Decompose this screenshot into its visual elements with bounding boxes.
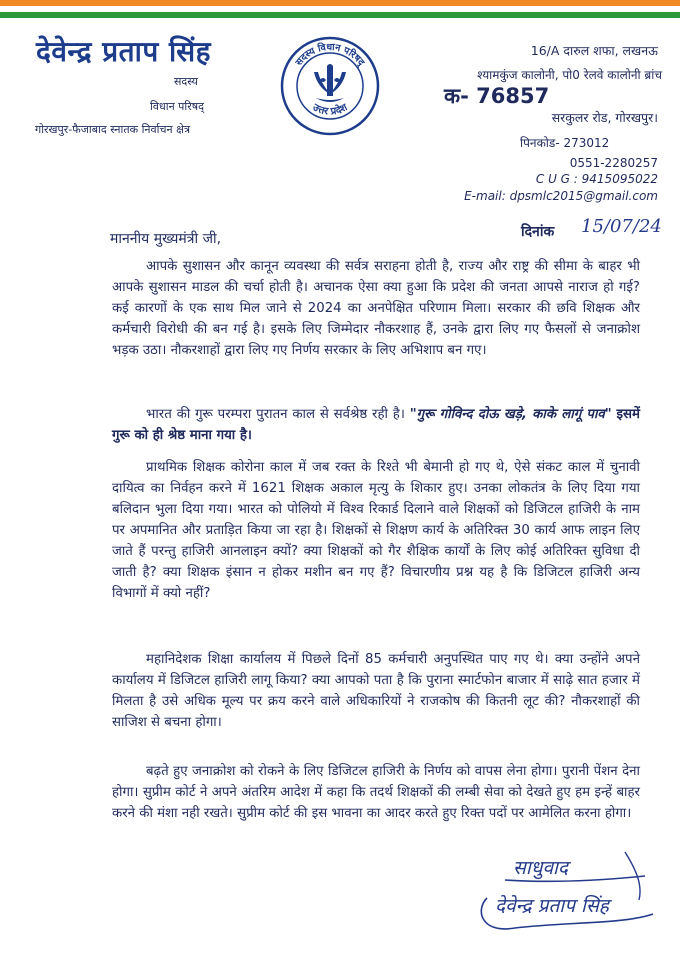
signature <box>475 840 665 940</box>
pincode: पिनकोड- 273012 <box>520 136 610 150</box>
paragraph-1 <box>112 256 640 361</box>
signature-line-2: देवेन्द्र प्रताप सिंह <box>495 895 609 917</box>
sender-constituency: गोरखपुर-फैजाबाद स्नातक निर्वाचन क्षेत्र <box>35 123 191 136</box>
email-address: E-mail: dpsmlc2015@gmail.com <box>464 189 658 203</box>
logo-top-text: सदस्य विधान परिषद् <box>293 41 367 68</box>
address-line-2: श्यामकुंज कालोनी, पो0 रेलवे कालोनी ब्रांच <box>477 68 662 82</box>
tricolor-header-band <box>0 0 680 22</box>
sender-name: देवेन्द्र प्रताप सिंह <box>36 35 212 68</box>
council-logo <box>280 36 380 136</box>
paragraph-5 <box>112 761 640 824</box>
sender-council: विधान परिषद् <box>150 100 204 113</box>
date-value: 15/07/24 <box>581 216 662 237</box>
paragraph-3-text: प्राथमिक शिक्षक कोरोना काल में जब रक्त के रिश्ते भी बेमानी हो गए थे, ऐसे संकट काल में चुनावी दायित्व का निर्वहन करने में 1621 शिक्षक अकाल मृत्यु के शिकार हुए। उनका लोकतंत्र के लिए दिया गया बलिदान भुला दिया गया। भारत को पोलियो में विश्व रिकार्ड दिलाने वाले शिक्षकों को डिजिटल हाजिरी के नाम पर अपमानित और प्रताड़ित किया जा रहा है। शिक्षकों से शिक्षण कार्य के अतिरिक्त 30 कार्य आफ लाइन लिए जाते हैं परन्तु हाजिरी आनलाइन क्यों? क्या शिक्षकों को गैर शैक्षिक कार्यों के लिए कोई अतिरिक्त सुविधा दी जाती है? क्या शिक्षक इंसान न होकर मशीन बन गए हैं? विचारणीय प्रश्न यह है कि डिजिटल हाजिरी अन्य विभागों में क्यो नहीं? <box>112 460 640 601</box>
paragraph-2-quote: "गुरू गोविन्द दोऊ खड़े, काके लागूं पाव" <box>409 407 612 422</box>
up-emblem-icon <box>314 64 346 102</box>
paragraph-4-text: महानिदेशक शिक्षा कार्यालय में पिछले दिनों 85 कर्मचारी अनुपस्थित पाए गए थे। क्या उन्होंने अपने कार्यालय में डिजिटल हाजिरी लागू किया? क्या आपको पता है कि पुराना स्मार्टफोन बाजार में साढ़े सात हजार में मिलता है उसे अधिक मूल्य पर क्रय करने वाले अधिकारियों ने राजकोष की कितनी लूट की? नौकरशाहों की साजिश से बचना होगा। <box>112 652 640 730</box>
address-line-3: क- 76857 <box>444 84 550 108</box>
phone-number: 0551-2280257 <box>569 156 658 170</box>
date-label: दिनांक <box>521 224 555 240</box>
address-line-1: 16/A दारुल शफा, लखनऊ <box>530 43 658 58</box>
logo-bottom-text: उत्तर प्रदेश <box>310 102 350 118</box>
green-stripe <box>0 12 680 18</box>
signature-line-1: साधुवाद <box>513 857 569 879</box>
cug-number: C U G : 9415095022 <box>535 172 658 186</box>
paragraph-2-end: इसमें गुरू को ही श्रेष्ठ माना गया है। <box>112 407 641 443</box>
paragraph-5-text: बढ़ते हुए जनाक्रोश को रोकने के लिए डिजिटल हाजिरी के निर्णय को वापस लेना होगा। पुरानी पेंशन देना होगा। सुप्रीम कोर्ट ने अपने अंतरिम आदेश में कहा कि तदर्थ शिक्षकों की लम्बी सेवा को देखते हुए हम इन्हें बाहर करने की मंशा नही रखते। सुप्रीम कोर्ट की इस भावना का आदर करते हुए रिक्त पदों पर आमेलित करना होगा। <box>112 764 640 821</box>
salutation: माननीय मुख्यमंत्री जी, <box>110 231 222 247</box>
paragraph-4 <box>112 649 640 733</box>
paragraph-1-text: आपके सुशासन और कानून व्यवस्था की सर्वत्र सराहना होती है, राज्य और राष्ट्र की सीमा के बाहर भी आपके सुशासन माडल की चर्चा होती है। अचानक ऐसा क्या हुआ कि प्रदेश की जनता आपसे नाराज हो गई? कई कारणों के एक साथ मिल जाने से 2024 का अनपेक्षित परिणाम मिला। सरकार की छवि शिक्षक और कर्मचारी विरोधी की बन गई है। इसके लिए जिम्मेदार नौकरशाह हैं, उनके द्वारा लिए गए फैसलों से जनाक्रोश भड़क उठा। नौकरशाहों द्वारा लिए गए निर्णय सरकार के लिए अभिशाप बन गए। <box>112 259 640 358</box>
paragraph-2 <box>112 404 640 446</box>
address-line-4: सरकुलर रोड, गोरखपुर। <box>551 110 658 125</box>
paragraph-3 <box>112 457 640 604</box>
sender-role: सदस्य <box>174 75 198 88</box>
paragraph-2-start: भारत की गुरू परम्परा पुरातन काल से सर्वश्रेष्ठ रही है। <box>146 407 405 422</box>
